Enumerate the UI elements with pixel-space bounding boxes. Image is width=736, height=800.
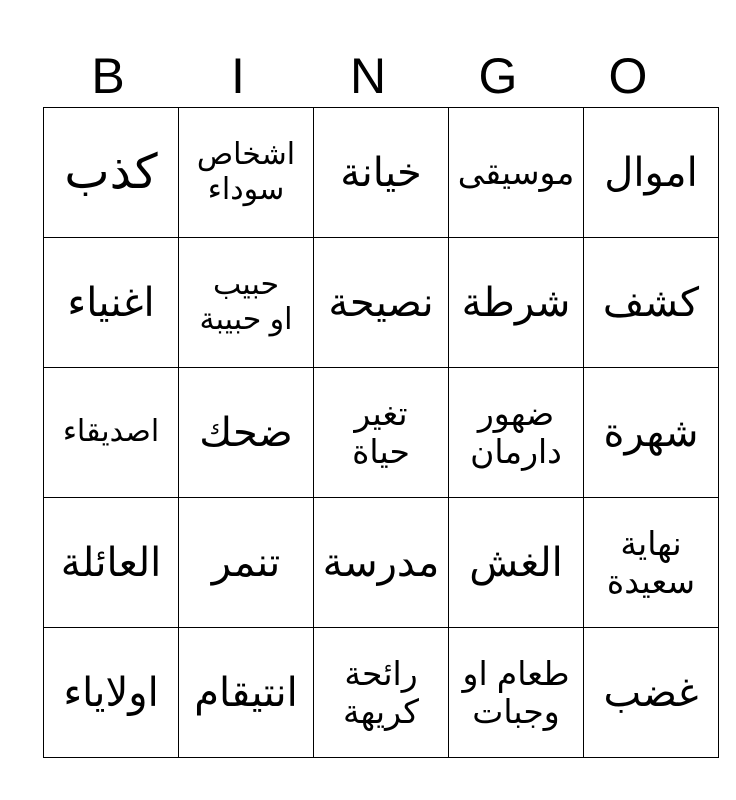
grid-row <box>44 498 719 628</box>
cell-text: انتيقام <box>194 670 298 715</box>
bingo-cell[interactable] <box>44 628 179 758</box>
bingo-cell[interactable] <box>449 498 584 628</box>
bingo-cell[interactable] <box>179 108 314 238</box>
cell-text: طعام او وجبات <box>462 654 570 730</box>
cell-text: اموال <box>604 150 698 195</box>
bingo-cell[interactable] <box>449 368 584 498</box>
bingo-cell[interactable] <box>44 498 179 628</box>
bingo-cell[interactable] <box>449 238 584 368</box>
bingo-cell[interactable] <box>314 238 449 368</box>
header-letter-n: N <box>349 48 387 104</box>
bingo-cell[interactable] <box>314 108 449 238</box>
cell-text: رائحة كريهة <box>342 654 419 730</box>
header-letter-g: G <box>478 48 518 104</box>
cell-text: مدرسة <box>322 540 440 585</box>
bingo-cell[interactable] <box>449 628 584 758</box>
bingo-cell[interactable] <box>449 108 584 238</box>
cell-text: تغير حياة <box>352 394 410 470</box>
cell-text: اشخاص سوداء <box>196 138 296 206</box>
cell-text: كشف <box>602 280 700 325</box>
cell-text: اغنياء <box>67 280 155 325</box>
bingo-cell[interactable] <box>584 368 719 498</box>
header-letter-b: B <box>91 48 125 104</box>
header-letter-o: O <box>608 48 648 104</box>
bingo-cell[interactable] <box>584 238 719 368</box>
cell-text: ضهور دارمان <box>470 394 562 470</box>
bingo-cell[interactable] <box>584 108 719 238</box>
cell-text: نصيحة <box>328 280 434 325</box>
bingo-grid <box>43 107 719 758</box>
cell-text: موسيقى <box>457 153 575 191</box>
bingo-cell[interactable] <box>44 238 179 368</box>
cell-text: تنمر <box>211 540 281 585</box>
grid-row <box>44 108 719 238</box>
bingo-cell[interactable] <box>179 368 314 498</box>
bingo-cell[interactable] <box>179 628 314 758</box>
cell-text: غضب <box>603 670 699 715</box>
cell-text: شهرة <box>603 410 699 455</box>
cell-text: حبيب او حبيبة <box>199 268 293 336</box>
bingo-header <box>43 48 693 104</box>
bingo-cell[interactable] <box>179 238 314 368</box>
bingo-cell[interactable] <box>584 498 719 628</box>
cell-text: الغش <box>469 540 563 585</box>
grid-row <box>44 238 719 368</box>
cell-text: اصديقاء <box>62 415 160 449</box>
bingo-cell[interactable] <box>44 108 179 238</box>
cell-text: ضحك <box>199 410 293 455</box>
cell-text: اولاياء <box>63 670 159 715</box>
cell-text: نهاية سعيدة <box>606 524 696 600</box>
bingo-cell[interactable] <box>179 498 314 628</box>
grid-row <box>44 628 719 758</box>
grid-row <box>44 368 719 498</box>
bingo-cell[interactable] <box>44 368 179 498</box>
cell-text: خيانة <box>340 150 422 195</box>
cell-text: شرطة <box>461 280 571 325</box>
bingo-cell[interactable] <box>584 628 719 758</box>
cell-text: العائلة <box>60 540 162 585</box>
bingo-cell[interactable] <box>314 628 449 758</box>
header-letter-i: I <box>231 48 245 104</box>
bingo-cell[interactable] <box>314 498 449 628</box>
bingo-cell[interactable] <box>314 368 449 498</box>
cell-text: كذب <box>64 145 158 199</box>
